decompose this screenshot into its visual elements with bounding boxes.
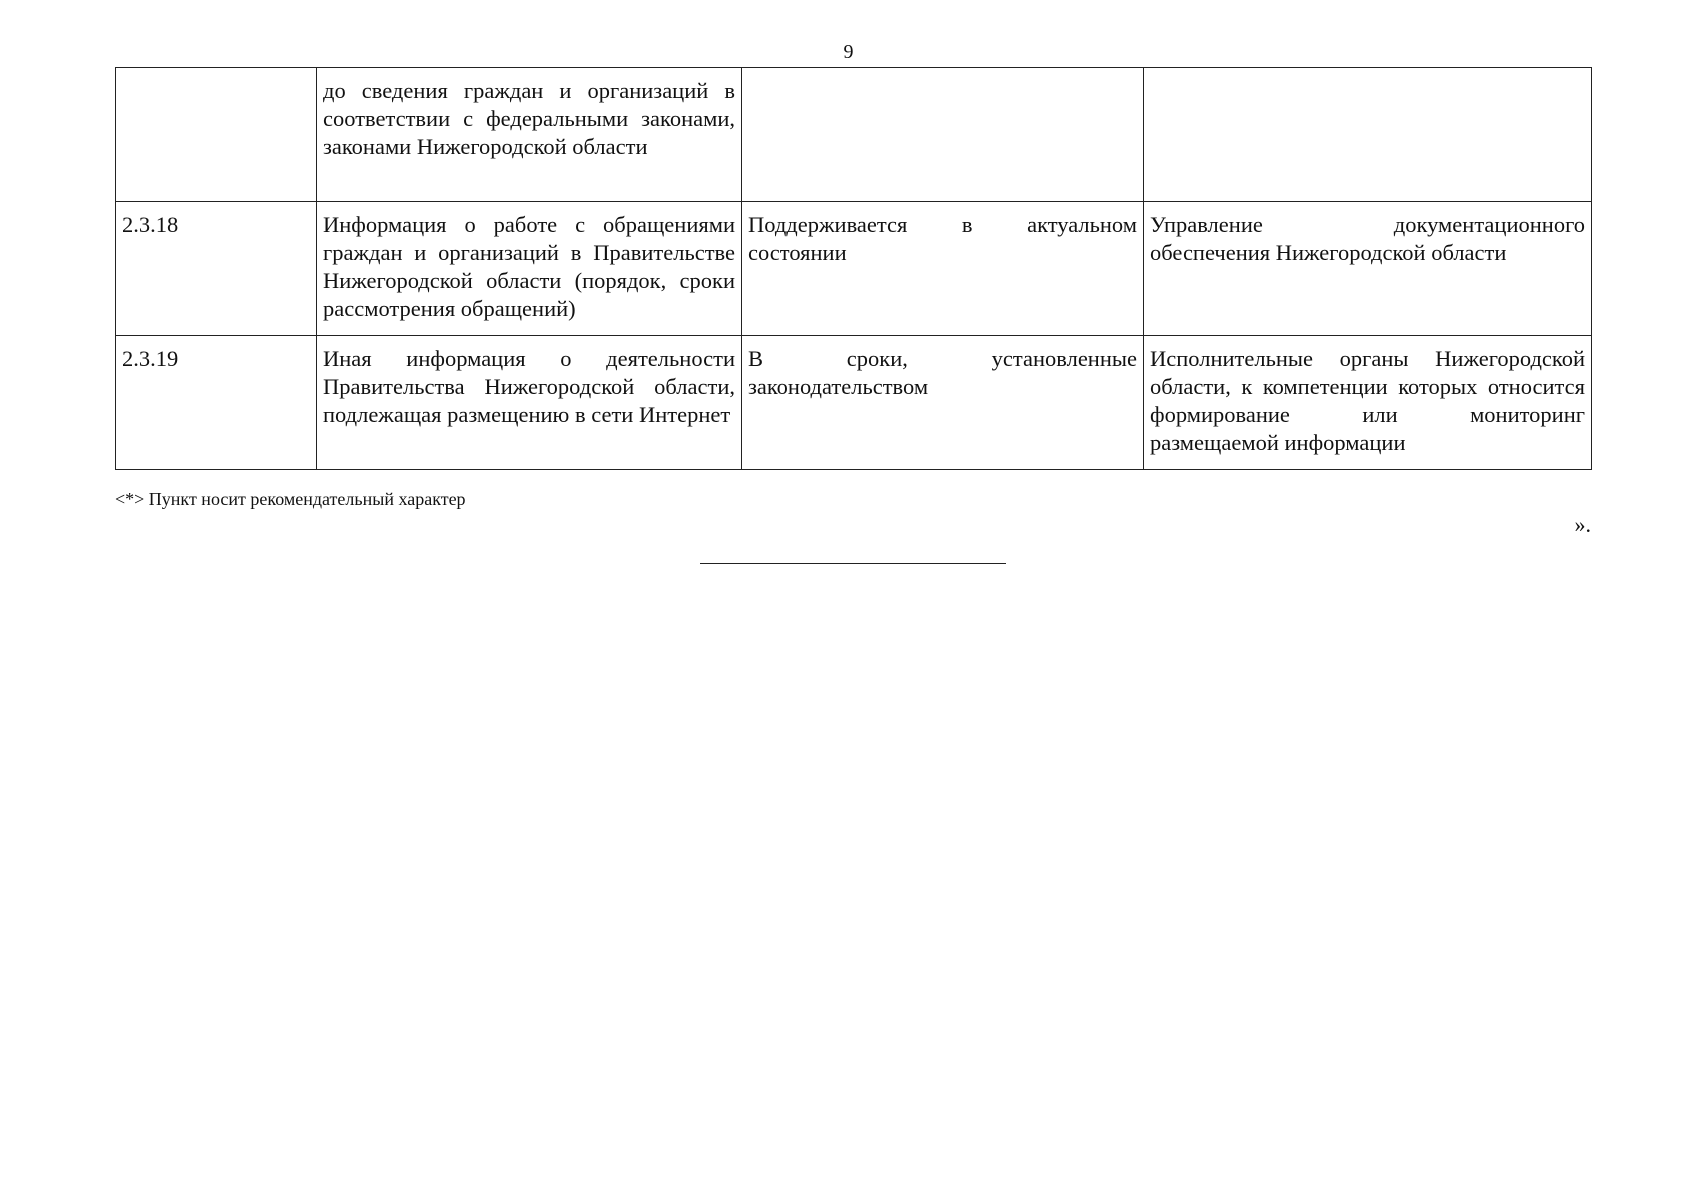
table-row xyxy=(116,336,1592,470)
update-period-cell xyxy=(742,68,1144,202)
item-number-cell: 2.3.18 xyxy=(116,202,317,336)
page-number: 9 xyxy=(843,41,854,63)
footnote: <*> Пункт носит рекомендательный характер xyxy=(115,489,466,509)
table-row xyxy=(116,68,1592,202)
closing-quote-mark: ». xyxy=(1574,512,1591,537)
item-number-cell: 2.3.19 xyxy=(116,336,317,470)
update-period-cell: Поддерживается в актуальном состоянии xyxy=(742,202,1144,336)
information-cell: Иная информация о деятельности Правительства Нижегородской области, подлежащая размещению в сети Интернет xyxy=(317,336,742,470)
responsible-cell: Управление документационного обеспечения Нижегородской области xyxy=(1144,202,1592,336)
end-divider-line xyxy=(700,563,1006,564)
item-number-cell xyxy=(116,68,317,202)
responsible-cell xyxy=(1144,68,1592,202)
information-cell: до сведения граждан и организаций в соответствии с федеральными законами, законами Нижегородской области xyxy=(317,68,742,202)
responsible-cell: Исполнительные органы Нижегородской области, к компетенции которых относится формирование или мониторинг размещаемой информации xyxy=(1144,336,1592,470)
table-row xyxy=(116,202,1592,336)
information-cell: Информация о работе с обращениями граждан и организаций в Правительстве Нижегородской области (порядок, сроки рассмотрения обращений) xyxy=(317,202,742,336)
update-period-cell: В сроки, установленные законодательством xyxy=(742,336,1144,470)
information-table xyxy=(115,67,1592,470)
